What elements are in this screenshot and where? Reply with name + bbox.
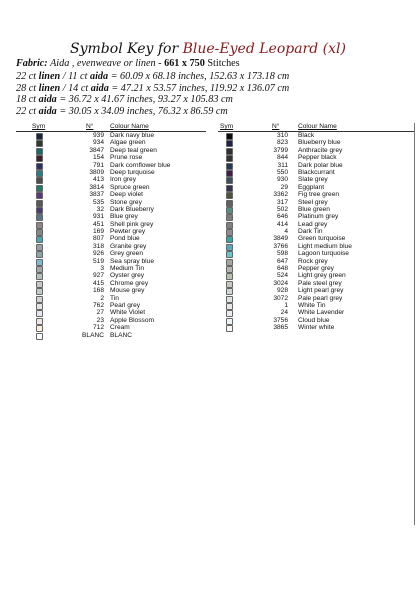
floss-number: 823 — [276, 139, 288, 147]
key-row — [16, 265, 206, 272]
key-row — [16, 332, 206, 339]
floss-number: 791 — [92, 161, 104, 169]
floss-number: 647 — [276, 257, 288, 265]
key-header — [16, 123, 206, 132]
spec-fabric: aida — [38, 105, 57, 117]
key-row — [16, 302, 206, 309]
key-row — [16, 154, 206, 161]
colour-name: BLANC — [110, 331, 132, 339]
colour-name: White Tin — [298, 301, 326, 309]
spec-dimensions: = 36.72 x 41.67 inches, 93.27 x 105.83 cm — [59, 94, 233, 106]
key-row — [218, 184, 414, 191]
key-row — [16, 199, 206, 206]
key-row — [218, 221, 414, 228]
key-row — [218, 147, 414, 154]
colour-name: Anthracite grey — [298, 146, 343, 154]
fabric-size-line — [16, 106, 289, 118]
key-row — [218, 250, 414, 257]
key-row — [218, 162, 414, 169]
color-key-right — [218, 123, 415, 525]
spec-dimensions: = 60.09 x 68.18 inches, 152.63 x 173.18 cm — [110, 71, 290, 82]
floss-number: 934 — [92, 139, 104, 147]
colour-name: Cloud blue — [298, 316, 330, 324]
floss-number: 3 — [100, 265, 104, 273]
color-swatch-icon — [226, 325, 233, 332]
colour-name: Tin — [110, 294, 119, 302]
floss-number: 2 — [100, 294, 104, 302]
key-row — [218, 317, 414, 324]
floss-number: 413 — [92, 176, 104, 184]
key-rows-left — [16, 132, 206, 339]
key-row — [16, 162, 206, 169]
spec-fabric-alt: aida — [89, 71, 109, 82]
spec-count: 22 ct — [16, 105, 37, 117]
floss-number: 3799 — [273, 146, 288, 154]
title-pattern-name: Blue-Eyed Leopard (xl) — [182, 41, 346, 57]
floss-number: 24 — [280, 309, 288, 317]
key-row — [16, 176, 206, 183]
title-prefix: Symbol Key for — [70, 41, 179, 57]
key-header — [218, 123, 414, 132]
key-row — [218, 272, 414, 279]
key-row — [218, 169, 414, 176]
floss-number: 762 — [92, 301, 104, 309]
key-row — [16, 213, 206, 220]
fabric-line — [16, 58, 240, 70]
fabric-text: Aida , evenweave or linen - — [50, 58, 162, 69]
colour-name: Platinum grey — [298, 213, 339, 221]
header-colour-name: Colour Name — [298, 123, 337, 130]
key-row — [16, 191, 206, 198]
header-sym: Sym — [220, 123, 234, 130]
stitch-count: 661 x 750 — [164, 58, 205, 69]
colour-name: Mouse grey — [110, 287, 145, 295]
spec-count: 22 ct — [16, 71, 37, 82]
key-row — [16, 295, 206, 302]
key-row — [16, 228, 206, 235]
colour-name: Blue grey — [110, 213, 138, 221]
spec-count-alt: / 11 ct — [62, 71, 88, 82]
fabric-size-line — [16, 94, 289, 106]
key-rows-right — [218, 132, 414, 332]
floss-number: 1 — [284, 301, 288, 309]
key-row — [16, 221, 206, 228]
colour-name: Shell pink grey — [110, 220, 154, 228]
colour-name: Rock grey — [298, 257, 328, 265]
colour-name: Pearl grey — [110, 301, 141, 309]
key-row — [218, 199, 414, 206]
key-row — [218, 324, 414, 331]
floss-number: 310 — [276, 132, 288, 139]
key-row — [218, 287, 414, 294]
floss-number: 807 — [92, 235, 104, 243]
key-row — [218, 243, 414, 250]
colour-name: Grey green — [110, 250, 143, 258]
floss-number: 3072 — [273, 294, 288, 302]
colour-name: Blue green — [298, 205, 330, 213]
key-row — [16, 206, 206, 213]
key-row — [218, 139, 414, 146]
colour-name: Light medium blue — [298, 242, 352, 250]
colour-name: Spruce green — [110, 183, 150, 191]
key-row — [16, 258, 206, 265]
key-row — [16, 132, 206, 139]
key-row — [218, 206, 414, 213]
colour-name: Pewter grey — [110, 228, 146, 236]
key-row — [16, 287, 206, 294]
colour-name: Dark navy blue — [110, 132, 154, 139]
key-row — [218, 235, 414, 242]
colour-name: Slate grey — [298, 176, 328, 184]
colour-name: Pond blue — [110, 235, 140, 243]
floss-number: 535 — [92, 198, 104, 206]
key-row — [16, 272, 206, 279]
floss-number: 844 — [276, 154, 288, 162]
floss-number: 930 — [276, 176, 288, 184]
floss-number: 598 — [276, 250, 288, 258]
key-row — [16, 243, 206, 250]
floss-number: 3024 — [273, 279, 288, 287]
spec-count: 18 ct — [16, 94, 37, 106]
floss-number: 414 — [276, 220, 288, 228]
key-row — [218, 228, 414, 235]
colour-name: Stone grey — [110, 198, 142, 206]
floss-number: 712 — [92, 324, 104, 332]
colour-name: White Lavender — [298, 309, 345, 317]
floss-number: 3766 — [273, 242, 288, 250]
header-colour-name: Colour Name — [110, 123, 149, 130]
spec-fabric: linen — [38, 82, 61, 94]
colour-name: Deep violet — [110, 191, 143, 199]
colour-name: White Violet — [110, 309, 146, 317]
key-row — [218, 154, 414, 161]
floss-number: 3847 — [89, 146, 104, 154]
spec-count-alt: / 14 ct — [62, 82, 89, 94]
colour-name: Steel grey — [298, 198, 328, 206]
colour-name: Pale pearl grey — [298, 294, 343, 302]
colour-name: Dark Blueberry — [110, 205, 154, 213]
fabric-size-line — [16, 71, 289, 83]
fabric-size-line — [16, 83, 289, 95]
colour-name: Green turquoise — [298, 235, 346, 243]
floss-number: 926 — [92, 250, 104, 258]
floss-number: 27 — [96, 309, 104, 317]
floss-number: 154 — [92, 154, 104, 162]
floss-number: 502 — [276, 205, 288, 213]
key-row — [218, 213, 414, 220]
colour-name: Prune rose — [110, 154, 143, 162]
spec-dimensions: = 47.21 x 53.57 inches, 119.92 x 136.07 cm — [111, 82, 290, 94]
colour-name: Fig tree green — [298, 191, 340, 199]
key-row — [218, 309, 414, 316]
fabric-label: Fabric: — [16, 58, 48, 69]
floss-number: 646 — [276, 213, 288, 221]
key-row — [16, 169, 206, 176]
floss-number: 415 — [92, 279, 104, 287]
floss-number: 3756 — [273, 316, 288, 324]
spec-fabric: aida — [38, 94, 57, 106]
colour-name: Pepper black — [298, 154, 337, 162]
colour-name: Deep turquoise — [110, 168, 155, 176]
spec-count: 28 ct — [16, 82, 37, 94]
colour-name: Pepper grey — [298, 265, 334, 273]
colour-name: Light pearl grey — [298, 287, 344, 295]
spec-fabric-alt: aida — [90, 82, 109, 94]
key-row — [16, 317, 206, 324]
floss-number: 317 — [276, 198, 288, 206]
key-row — [16, 139, 206, 146]
key-row — [218, 295, 414, 302]
floss-number: 32 — [96, 205, 104, 213]
colour-name: Dark Tin — [298, 228, 323, 236]
colour-name: Eggplant — [298, 183, 325, 191]
colour-name: Algae green — [110, 139, 146, 147]
colour-name: Dark cornflower blue — [110, 161, 171, 169]
key-row — [16, 280, 206, 287]
floss-number: 524 — [276, 272, 288, 280]
colour-name: Granite grey — [110, 242, 147, 250]
floss-number: 169 — [92, 228, 104, 236]
colour-name: Oyster grey — [110, 272, 145, 280]
key-row — [218, 191, 414, 198]
spec-fabric: linen — [38, 71, 61, 82]
floss-number: 4 — [284, 228, 288, 236]
colour-name: Sea spray blue — [110, 257, 154, 265]
floss-number: BLANC — [82, 331, 104, 339]
color-key-left — [16, 123, 206, 339]
floss-number: 927 — [92, 272, 104, 280]
colour-name: Pale steel grey — [298, 279, 342, 287]
floss-number: 519 — [92, 257, 104, 265]
header-number: N° — [272, 123, 280, 130]
key-row — [218, 258, 414, 265]
floss-number: 3865 — [273, 324, 288, 332]
colour-name: Black — [298, 132, 315, 139]
floss-number: 3837 — [89, 191, 104, 199]
floss-number: 311 — [277, 161, 288, 169]
floss-number: 550 — [276, 168, 288, 176]
colour-name: Winter white — [298, 324, 335, 332]
key-row — [16, 324, 206, 331]
key-row — [218, 280, 414, 287]
floss-number: 928 — [276, 287, 288, 295]
stitch-label: Stitches — [207, 58, 240, 69]
key-row — [16, 235, 206, 242]
color-swatch-icon — [36, 333, 43, 340]
colour-name: Chrome grey — [110, 279, 149, 287]
key-row — [218, 302, 414, 309]
key-row — [16, 250, 206, 257]
key-row — [16, 184, 206, 191]
floss-number: 3362 — [273, 191, 288, 199]
floss-number: 931 — [92, 213, 104, 221]
colour-name: Light grey green — [298, 272, 346, 280]
header-number: N° — [86, 123, 94, 130]
floss-number: 23 — [96, 316, 104, 324]
key-row — [218, 132, 414, 139]
key-row — [218, 265, 414, 272]
colour-name: Cream — [110, 324, 130, 332]
key-row — [218, 176, 414, 183]
floss-number: 648 — [276, 265, 288, 273]
floss-number: 939 — [92, 132, 104, 139]
colour-name: Iron grey — [110, 176, 137, 184]
key-row — [16, 147, 206, 154]
floss-number: 451 — [92, 220, 104, 228]
header-sym: Sym — [32, 123, 46, 130]
key-row — [16, 309, 206, 316]
floss-number: 3849 — [273, 235, 288, 243]
colour-name: Dark polar blue — [298, 161, 343, 169]
spec-dimensions: = 30.05 x 34.09 inches, 76.32 x 86.59 cm — [59, 105, 228, 117]
fabric-size-list — [16, 71, 289, 117]
colour-name: Apple Blossom — [110, 316, 154, 324]
floss-number: 318 — [92, 242, 104, 250]
floss-number: 168 — [92, 287, 104, 295]
colour-name: Medium Tin — [110, 265, 145, 273]
floss-number: 3814 — [89, 183, 104, 191]
colour-name: Deep teal green — [110, 146, 157, 154]
colour-name: Lagoon turquoise — [298, 250, 349, 258]
page-title — [0, 41, 416, 57]
colour-name: Lead grey — [298, 220, 328, 228]
colour-name: Blueberry blue — [298, 139, 341, 147]
floss-number: 3809 — [89, 168, 104, 176]
colour-name: Blackcurrant — [298, 168, 335, 176]
floss-number: 29 — [280, 183, 288, 191]
